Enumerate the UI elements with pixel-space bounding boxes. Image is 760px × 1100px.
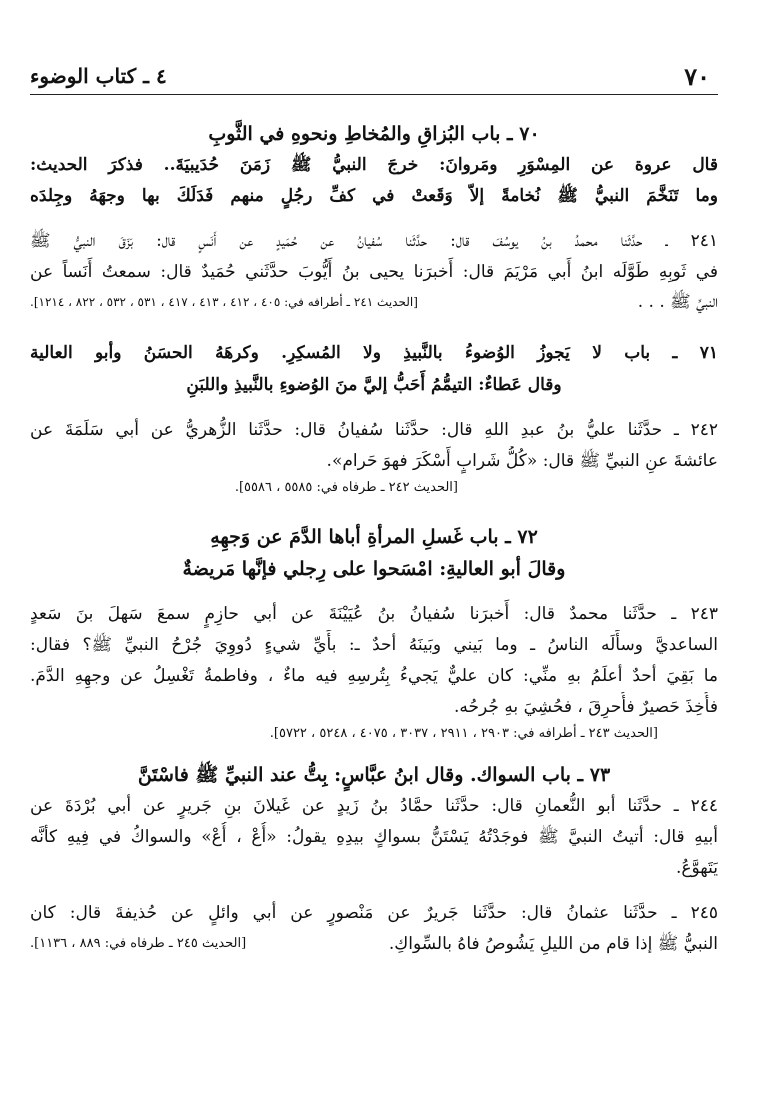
hadith-line: ٢٤٢ ـ حدَّثَنا عليُّ بنُ عبدِ اللهِ قال: حدَّثَنا سُفيانُ قال: حدَّثَنا الزُّهريُّ عن أبي سَلَمَةَ عن	[30, 420, 718, 440]
hadith-last-row	[30, 288, 718, 316]
chapter-heading: ٧٢ ـ باب غَسلِ المرأةِ أباها الدَّمَ عن وَجهِهِ	[210, 526, 538, 548]
header-rule	[30, 94, 718, 95]
spacer	[30, 745, 718, 759]
spacer	[30, 585, 718, 599]
hadith-line: في ثَوبِهِ طَوَّلَه ابنُ أَبي مَرْيَمَ قال: أَخبرَنا يحيى بنُ أَيُّوبَ حدَّثَني حُمَيدٌ قال: سمعتُ أَنَساً عن	[30, 262, 718, 282]
hadith-last-row	[30, 929, 718, 959]
cross-reference-note: [الحديث ٢٤٣ ـ أطرافه في: ٢٩٠٣ ، ٢٩١١ ، ٣٠٣٧ ، ٤٠٧٥ ، ٥٢٤٨ ، ٥٧٢٢].	[269, 726, 658, 741]
spacer	[30, 401, 718, 415]
cross-reference-note: [الحديث ٢٤٥ ـ طرفاه في: ٨٨٩ ، ١١٣٦].	[30, 936, 247, 951]
hadith-line: ٢٤٣ ـ حدَّثَنا محمدٌ قال: أَخبرَنا سُفيانُ بنُ عُيَيْنَةَ عن أبي حازِمٍ سمعَ سَهلَ بنَ سَعدٍ	[30, 604, 718, 624]
hadith-line: الساعديَّ وسأَلَه الناسُ ـ وما بَيني وبَينَهُ أحدٌ ـ: بأَيِّ شيءٍ دُووِيَ جُرْحُ النبيِّ ﷺ؟ فقال:	[30, 635, 718, 655]
hadith-line: النبيِّ ﷺ . . .	[637, 292, 718, 312]
page-header	[30, 62, 710, 98]
spacer	[30, 212, 718, 226]
hadith-line: ٢٤١ ـ حدَّثَنا محمدُ بنُ يوسُفَ قال: حدَّثَنا سُفيانُ عن حُمَيدٍ عن أَنَسٍ قال: بَزَقَ النبيُّ ﷺ	[30, 231, 718, 251]
hadith-line: أبيهِ قال: أتيتُ النبيَّ ﷺ فوجَدْتُهُ يَسْتَنُّ بسواكٍ بيدِهِ يقولُ: «أُعْ ، أُعْ» والسواكُ في فِيهِ كأنَّه	[30, 827, 718, 847]
page-number: ٧٠	[684, 62, 710, 91]
hadith-line: عائشةَ عنِ النبيِّ ﷺ قال: «كُلُّ شَرابٍ أَسْكَرَ فهوَ حَرام».	[326, 451, 718, 471]
cross-reference-note: [الحديث ٢٤٢ ـ طرفاه في: ٥٥٨٥ ، ٥٥٨٦].	[234, 480, 458, 495]
page-body	[30, 118, 718, 959]
spacer	[30, 499, 718, 521]
cross-reference-note: [الحديث ٢٤١ ـ أطرافه في: ٤٠٥ ، ٤١٢ ، ٤١٣ ، ٤١٧ ، ٥٣١ ، ٥٣٢ ، ٨٢٢ ، ١٢١٤].	[30, 295, 418, 309]
chapter-heading: وقال عَطاءٌ: التيمُّمُ أَحَبُّ إليَّ منَ الوُضوءِ بالنَّبيذِ واللبَنِ	[186, 375, 562, 395]
spacer	[30, 316, 718, 338]
hadith-line: ٢٤٥ ـ حدَّثَنا عثمانُ قال: حدَّثَنا جَريرٌ عن مَنْصورٍ عن أبي وائلٍ عن حُذيفةَ قال: كان	[30, 903, 718, 923]
chapter-heading: ٧١ ـ باب لا يَجوزُ الوُضوءُ بالنَّبيذِ ولا المُسكِرِ. وكرهَهُ الحسَنُ وأبو العالية	[30, 343, 718, 363]
hadith-line: ما بَقِيَ أحدٌ أعلَمُ بهِ منِّي: كان عليٌّ يَجيءُ بِتُرسِهِ فيه ماءٌ ، وفاطمةُ تَغْسِلُ عن وجهِهِ الدَّمَ.	[30, 666, 718, 686]
hadith-line: النبيُّ ﷺ إذا قام من الليلِ يَشُوصُ فاهُ بالسِّواكِ.	[388, 934, 718, 954]
chapter-intro-line: وما تَنَخَّمَ النبيُّ ﷺ نُخامةً إلاّ وَقَعتْ في كفِّ رجُلٍ منهم فَدَلَكَ بها وجهَهُ وجِلدَه	[30, 186, 718, 206]
hadith-line: ٢٤٤ ـ حدَّثَنا أبو النُّعمانِ قال: حدَّثَنا حمَّادُ بنُ زَيدٍ عن غَيلانَ بنِ جَريرٍ عن أبي بُرْدَةَ عن	[30, 796, 718, 816]
hadith-line: فأُخِذَ حَصيرٌ فأُحرِقَ ، فحُشِيَ بهِ جُرحُه.	[454, 697, 718, 717]
chapter-heading: ٧٣ ـ باب السواك. وقال ابنُ عبَّاسٍ: بِتُّ عند النبيِّ ﷺ فاسْتَنَّ	[137, 764, 611, 786]
spacer	[30, 884, 718, 898]
chapter-heading: ٧٠ ـ باب البُزاقِ والمُخاطِ ونحوهِ في الثَّوبِ	[208, 123, 540, 145]
hadith-line: يَتَهوَّعُ.	[675, 858, 718, 878]
running-title: ٤ ـ كتاب الوضوء	[30, 64, 167, 88]
chapter-heading: وقالَ أبو العاليةِ: امْسَحوا على رِجلي فإنَّها مَريضةٌ	[182, 558, 566, 580]
chapter-intro-line: قال عروة عن المِسْوَرِ ومَروانَ: خرجَ النبيُّ ﷺ زَمَنَ حُدَيبيَةَ.. فذكرَ الحديث:	[30, 155, 718, 175]
